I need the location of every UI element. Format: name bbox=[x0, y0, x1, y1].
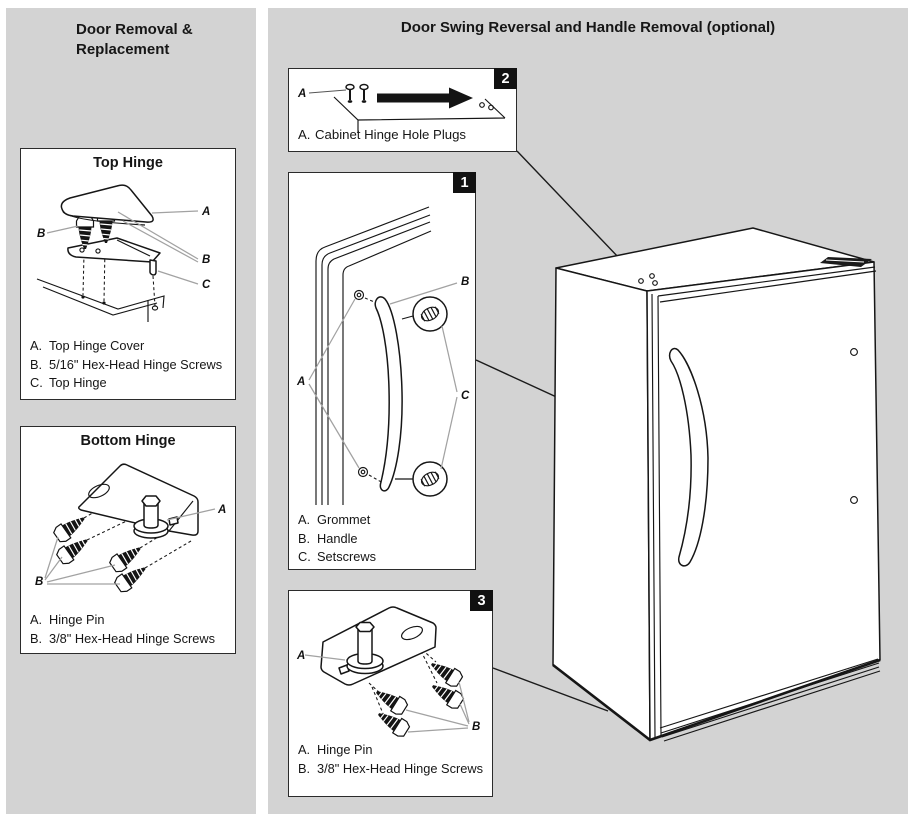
pin-hex-top bbox=[356, 623, 374, 632]
step2-figure bbox=[288, 68, 517, 152]
grommets bbox=[355, 291, 368, 477]
cabinet-corner-lines bbox=[37, 279, 164, 322]
plug-foot bbox=[348, 100, 353, 103]
step1-figure bbox=[288, 172, 476, 570]
top-hinge-legend bbox=[30, 337, 222, 393]
step-number-badge: 1 bbox=[453, 172, 476, 193]
bracket-plate bbox=[321, 607, 436, 685]
left-panel-title bbox=[76, 20, 193, 60]
freezer-cabinet bbox=[553, 228, 880, 741]
cabinet-hole bbox=[152, 306, 157, 310]
screw-tip bbox=[81, 295, 84, 298]
bottom-hinge-figure bbox=[20, 426, 236, 654]
label-b: B bbox=[461, 276, 470, 288]
legend-item: A. Cabinet Hinge Hole Plugs bbox=[298, 127, 467, 142]
screw-tip bbox=[102, 301, 105, 304]
label-b: B bbox=[35, 576, 44, 588]
bottom-hinge-diagram bbox=[21, 453, 237, 608]
step-number-badge: 3 bbox=[470, 590, 493, 611]
legend-item: C. Setscrews bbox=[298, 549, 377, 564]
label-a: A bbox=[297, 376, 306, 388]
plug-stem bbox=[350, 90, 364, 101]
grommet-dashed-lines bbox=[365, 298, 383, 483]
plug-cap bbox=[360, 85, 368, 90]
legend-item: A. Top Hinge Cover bbox=[30, 338, 145, 353]
handle-removal-diagram bbox=[289, 173, 477, 571]
hinge-hole bbox=[480, 103, 485, 108]
pin-cylinder bbox=[358, 628, 372, 664]
legend-item: B. 3/8" Hex-Head Hinge Screws bbox=[30, 630, 215, 646]
label-b: B bbox=[472, 721, 481, 733]
legend-item: B. 3/8" Hex-Head Hinge Screws bbox=[298, 760, 483, 776]
door-edge-lines bbox=[322, 215, 431, 505]
plug-cap bbox=[346, 85, 354, 90]
legend-item: A. Hinge Pin bbox=[298, 742, 373, 757]
label-c: C bbox=[461, 390, 470, 402]
hinge-hole bbox=[489, 105, 494, 110]
top-hinge-figure bbox=[20, 148, 236, 400]
label-a: A bbox=[298, 88, 307, 100]
hinge-pin-tip bbox=[150, 260, 156, 275]
left-title-line2: Replacement bbox=[76, 41, 170, 58]
hex-screw-icon bbox=[372, 685, 409, 717]
label-c: C bbox=[202, 279, 211, 291]
legend-item: B. 5/16" Hex-Head Hinge Screws bbox=[30, 356, 223, 372]
legend-item: C. Top Hinge bbox=[30, 375, 107, 390]
step-number-badge: 2 bbox=[494, 68, 517, 89]
door-swing-panel bbox=[268, 8, 908, 814]
handle bbox=[375, 297, 402, 491]
pin-hex-top bbox=[142, 496, 160, 506]
label-a: A bbox=[218, 504, 227, 516]
bottom-hinge-reversal-diagram bbox=[289, 591, 494, 741]
label-b: B bbox=[37, 228, 46, 240]
label-a: A bbox=[202, 206, 211, 218]
right-panel-title: Door Swing Reversal and Handle Removal (optional) bbox=[400, 19, 776, 36]
plug-foot bbox=[362, 100, 367, 103]
label-line bbox=[309, 90, 346, 93]
label-a: A bbox=[297, 650, 306, 662]
step3-legend bbox=[298, 741, 483, 778]
freezer-door-face bbox=[647, 262, 880, 740]
freezer-side-face bbox=[553, 268, 650, 740]
bottom-hinge-title: Bottom Hinge bbox=[80, 433, 176, 449]
legend-item: A. Hinge Pin bbox=[30, 612, 105, 627]
top-hinge-diagram bbox=[21, 175, 237, 333]
direction-arrow-icon bbox=[377, 88, 473, 109]
left-title-line1: Door Removal & bbox=[76, 21, 193, 38]
step3-figure bbox=[288, 590, 493, 797]
top-hinge-title: Top Hinge bbox=[93, 155, 163, 171]
hinge-hole-plugs bbox=[346, 85, 368, 103]
hex-screw-icon bbox=[427, 657, 464, 689]
bottom-hinge-legend bbox=[30, 611, 215, 648]
legend-item: A. Grommet bbox=[298, 512, 371, 527]
door-removal-panel bbox=[6, 8, 256, 814]
legend-item: B. Handle bbox=[298, 530, 358, 546]
hole-plugs-diagram bbox=[289, 69, 518, 153]
label-b: B bbox=[202, 254, 211, 266]
